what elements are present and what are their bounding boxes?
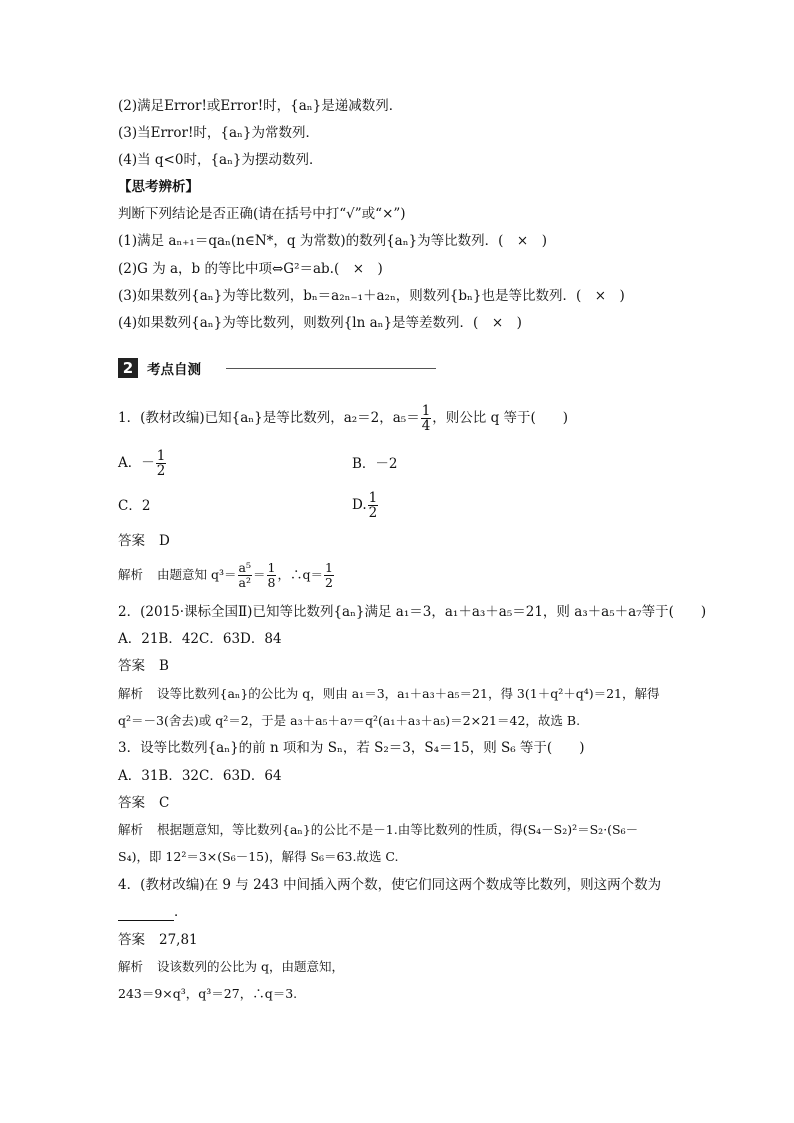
section-header	[118, 358, 201, 378]
q3-answer	[118, 794, 169, 812]
q4-answer-blank	[118, 908, 174, 921]
section-divider	[226, 368, 436, 369]
q1-solution-eq: ＝	[252, 567, 266, 582]
q3-solution-text1: 根据题意知，等比数列{aₙ}的公比不是－1.由等比数列的性质，得(S₄－S₂)²＝S₂·(S₆－	[157, 822, 639, 837]
q2-answer-label: 答案	[118, 658, 145, 674]
q1-solution-frac2	[267, 561, 277, 590]
think-intro: 判断下列结论是否正确(请在括号中打“√”或“×”)	[118, 206, 406, 222]
q4-answer	[118, 931, 198, 949]
think-item-2: (2)G 为 a，b 的等比中项⇔G²＝ab.( × )	[118, 261, 383, 277]
q1-solution-frac3	[324, 561, 334, 590]
q3-options: A．31B．32C．63D．64	[118, 768, 282, 784]
q2-stem: 2．(2015·课标全国Ⅱ)已知等比数列{aₙ}满足 a₁＝3，a₁＋a₃＋a₅＝21，则 a₃＋a₅＋a₇等于( )	[118, 604, 707, 620]
q2-solution-line2: q²＝－3(舍去)或 q²＝2，于是 a₃＋a₅＋a₇＝q²(a₁＋a₃＋a₅)＝2×21＝42，故选 B.	[118, 713, 581, 728]
q1-option-a-label: A．	[118, 455, 142, 471]
q1-sol-frac2-num: 1	[267, 560, 276, 575]
q1-sol-frac1-den: a²	[238, 575, 251, 590]
q4-answer-value: 27,81	[159, 932, 198, 948]
q3-solution-line2: S₄)，即 12²＝3×(S₆－15)，解得 S₆＝63.故选 C.	[118, 849, 399, 864]
q2-answer-value: B	[159, 658, 169, 674]
think-item-4: (4)如果数列{aₙ}为等比数列，则数列{ln aₙ}是等差数列．( × )	[118, 315, 522, 331]
q1-solution-text1: 由题意知 q³＝	[157, 567, 237, 582]
q2-options: A．21B．42C．63D．84	[118, 631, 282, 647]
property-line-2: (2)满足Error!或Error!时，{aₙ}是递减数列．	[118, 98, 403, 114]
q4-solution-text1: 设该数列的公比为 q，由题意知，	[157, 959, 344, 974]
q1-solution	[118, 560, 335, 590]
q1-option-d	[352, 490, 379, 520]
think-item-1: (1)满足 aₙ₊₁＝qaₙ(n∈N*，q 为常数)的数列{aₙ}为等比数列．( × )	[118, 233, 548, 249]
q2-answer	[118, 657, 169, 675]
q1-option-a-num: 1	[156, 448, 166, 464]
q1-option-a-sign: －	[141, 455, 155, 471]
q4-solution-label: 解析	[118, 959, 144, 974]
q1-sol-frac1-num: a⁵	[238, 560, 251, 575]
q2-solution-text1: 设等比数列{aₙ}的公比为 q，则由 a₁＝3，a₁＋a₃＋a₅＝21，得 3(1＋q²＋q⁴)＝21，解得	[157, 686, 660, 701]
q1-option-a	[118, 448, 167, 478]
q3-answer-value: C	[159, 795, 170, 811]
q1-solution-text2: ，∴q＝	[277, 567, 323, 582]
q3-solution-line1	[118, 821, 638, 839]
q1-option-d-den: 2	[368, 505, 378, 521]
q4-stem: 4．(教材改编)在 9 与 243 中间插入两个数，使它们同这两个数成等比数列，则这两个数为	[118, 877, 662, 893]
q1-stem-after: ，则公比 q 等于( )	[432, 410, 569, 426]
q1-option-c: C．2	[118, 498, 151, 514]
q1-stem	[118, 403, 568, 433]
q1-option-d-fraction	[368, 491, 379, 520]
q1-option-d-num: 1	[368, 490, 378, 506]
q1-sol-frac3-num: 1	[324, 560, 333, 575]
q1-solution-label: 解析	[118, 567, 144, 582]
q1-stem-frac-num: 1	[421, 403, 431, 419]
q4-blank-line	[118, 903, 188, 921]
q1-stem-before: 1．(教材改编)已知{aₙ}是等比数列，a₂＝2，a₅＝	[118, 410, 420, 426]
q1-option-a-den: 2	[156, 463, 166, 479]
q1-answer	[118, 532, 170, 550]
property-line-4: (4)当 q<0时，{aₙ}为摆动数列．	[118, 152, 323, 168]
q1-option-a-fraction	[156, 449, 167, 478]
q1-answer-label: 答案	[118, 533, 145, 549]
q1-sol-frac2-den: 8	[267, 575, 276, 590]
q1-option-d-label: D.	[352, 497, 367, 513]
property-line-3: (3)当Error!时，{aₙ}为常数列．	[118, 125, 319, 141]
q1-answer-value: D	[159, 533, 170, 549]
q1-sol-frac3-den: 2	[324, 575, 333, 590]
q1-option-b: B．－2	[352, 456, 398, 472]
q3-solution-label: 解析	[118, 822, 144, 837]
q1-stem-fraction	[421, 404, 432, 433]
think-item-3: (3)如果数列{aₙ}为等比数列，bₙ＝a₂ₙ₋₁＋a₂ₙ，则数列{bₙ}也是等比数列．( × )	[118, 288, 625, 304]
q2-solution-line1	[118, 685, 660, 703]
q3-answer-label: 答案	[118, 795, 145, 811]
q4-solution-line2: 243＝9×q³，q³＝27，∴q＝3.	[118, 986, 298, 1001]
q2-solution-label: 解析	[118, 686, 144, 701]
section-number-badge: 2	[118, 358, 138, 378]
q4-blank-end: ．	[174, 904, 188, 920]
section-title: 考点自测	[147, 362, 201, 378]
think-heading: 【思考辨析】	[118, 179, 199, 195]
q4-solution-line1	[118, 958, 344, 976]
q3-stem: 3．设等比数列{aₙ}的前 n 项和为 Sₙ，若 S₂＝3，S₄＝15，则 S₆ 等于( )	[118, 740, 585, 756]
q4-answer-label: 答案	[118, 932, 145, 948]
q1-stem-frac-den: 4	[421, 418, 431, 434]
q1-solution-frac1	[238, 561, 252, 590]
